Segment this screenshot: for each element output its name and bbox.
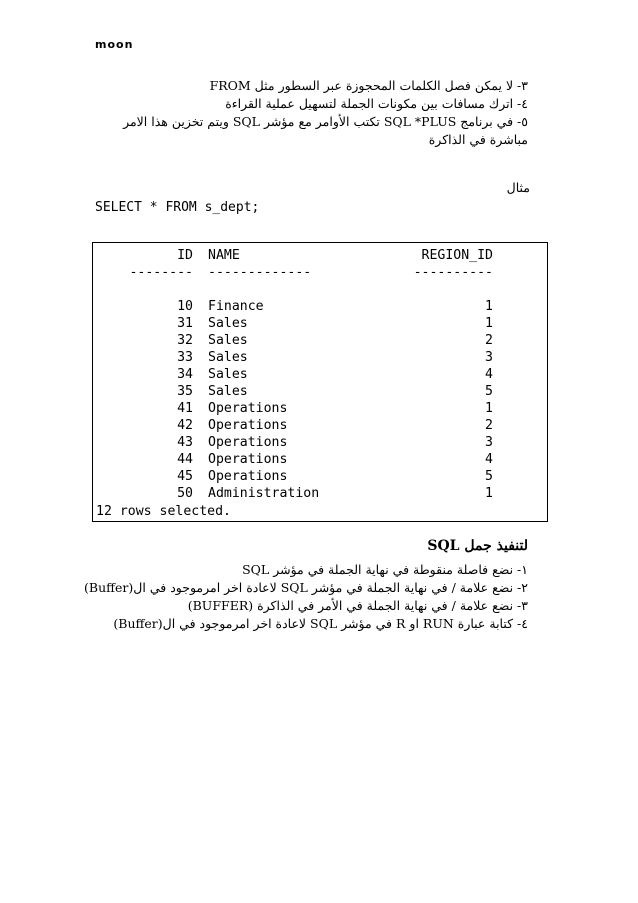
table-cell-region: 2 — [485, 418, 493, 433]
rule-line-5-continued: مباشرة في الذاكرة — [428, 132, 528, 147]
table-cell-name: Sales — [208, 384, 248, 399]
table-cell-id: 44 — [177, 452, 193, 467]
execute-step-3: ٣- نضع علامة / في نهاية الجملة في الأمر في الذاكرة (BUFFER) — [187, 598, 528, 613]
table-cell-region: 5 — [485, 384, 493, 399]
query-result-box — [92, 242, 548, 522]
table-cell-name: Finance — [208, 299, 264, 314]
header-id: ID — [177, 248, 193, 263]
table-cell-name: Operations — [208, 435, 288, 450]
table-cell-id: 41 — [177, 401, 193, 416]
rows-selected-footer: 12 rows selected. — [96, 504, 231, 519]
header-logo: moon — [95, 38, 134, 51]
table-cell-id: 45 — [177, 469, 193, 484]
table-cell-name: Sales — [208, 367, 248, 382]
table-cell-name: Operations — [208, 401, 288, 416]
table-cell-name: Operations — [208, 452, 288, 467]
execute-step-1: ١- نضع فاصلة منقوطة في نهاية الجملة في مؤشر SQL — [242, 562, 528, 577]
table-cell-id: 32 — [177, 333, 193, 348]
separator-id: -------- — [129, 265, 193, 280]
table-cell-name: Operations — [208, 469, 288, 484]
table-cell-id: 42 — [177, 418, 193, 433]
separator-region: ---------- — [413, 265, 493, 280]
table-cell-region: 5 — [485, 469, 493, 484]
example-label: مثال — [506, 180, 530, 195]
table-cell-name: Administration — [208, 486, 320, 501]
table-cell-region: 4 — [485, 367, 493, 382]
table-cell-id: 33 — [177, 350, 193, 365]
table-cell-region: 1 — [485, 401, 493, 416]
header-region: REGION_ID — [421, 248, 493, 263]
table-cell-name: Sales — [208, 350, 248, 365]
table-cell-id: 35 — [177, 384, 193, 399]
header-name: NAME — [208, 248, 240, 263]
table-cell-id: 43 — [177, 435, 193, 450]
table-cell-region: 1 — [485, 486, 493, 501]
rule-line-3: ٣- لا يمكن فصل الكلمات المحجوزة عبر السطور مثل FROM — [209, 78, 528, 93]
table-cell-region: 1 — [485, 316, 493, 331]
execute-step-2: ٢- نضع علامة / في نهاية الجملة في مؤشر SQL لاعادة اخر امرموجود في ال(Buffer) — [84, 580, 528, 595]
table-cell-id: 50 — [177, 486, 193, 501]
table-cell-name: Sales — [208, 316, 248, 331]
table-cell-id: 31 — [177, 316, 193, 331]
table-cell-region: 3 — [485, 435, 493, 450]
table-cell-region: 1 — [485, 299, 493, 314]
execute-section-title: لتنفيذ جمل SQL — [427, 538, 528, 554]
table-cell-region: 3 — [485, 350, 493, 365]
rule-line-4: ٤- اترك مسافات بين مكونات الجملة لتسهيل عملية القراءة — [225, 96, 528, 111]
rule-line-5: ٥- في برنامج SQL *PLUS تكتب الأوامر مع مؤشر SQL ويتم تخزين هذا الامر — [123, 114, 528, 129]
execute-step-4: ٤- كتابة عبارة RUN او R في مؤشر SQL لاعادة اخر امرموجود في ال(Buffer) — [113, 616, 528, 631]
table-cell-name: Sales — [208, 333, 248, 348]
table-cell-region: 2 — [485, 333, 493, 348]
table-cell-name: Operations — [208, 418, 288, 433]
sql-command: SELECT * FROM s_dept; — [95, 200, 260, 215]
separator-name: ------------- — [208, 265, 312, 280]
table-cell-id: 10 — [177, 299, 193, 314]
table-cell-id: 34 — [177, 367, 193, 382]
table-cell-region: 4 — [485, 452, 493, 467]
